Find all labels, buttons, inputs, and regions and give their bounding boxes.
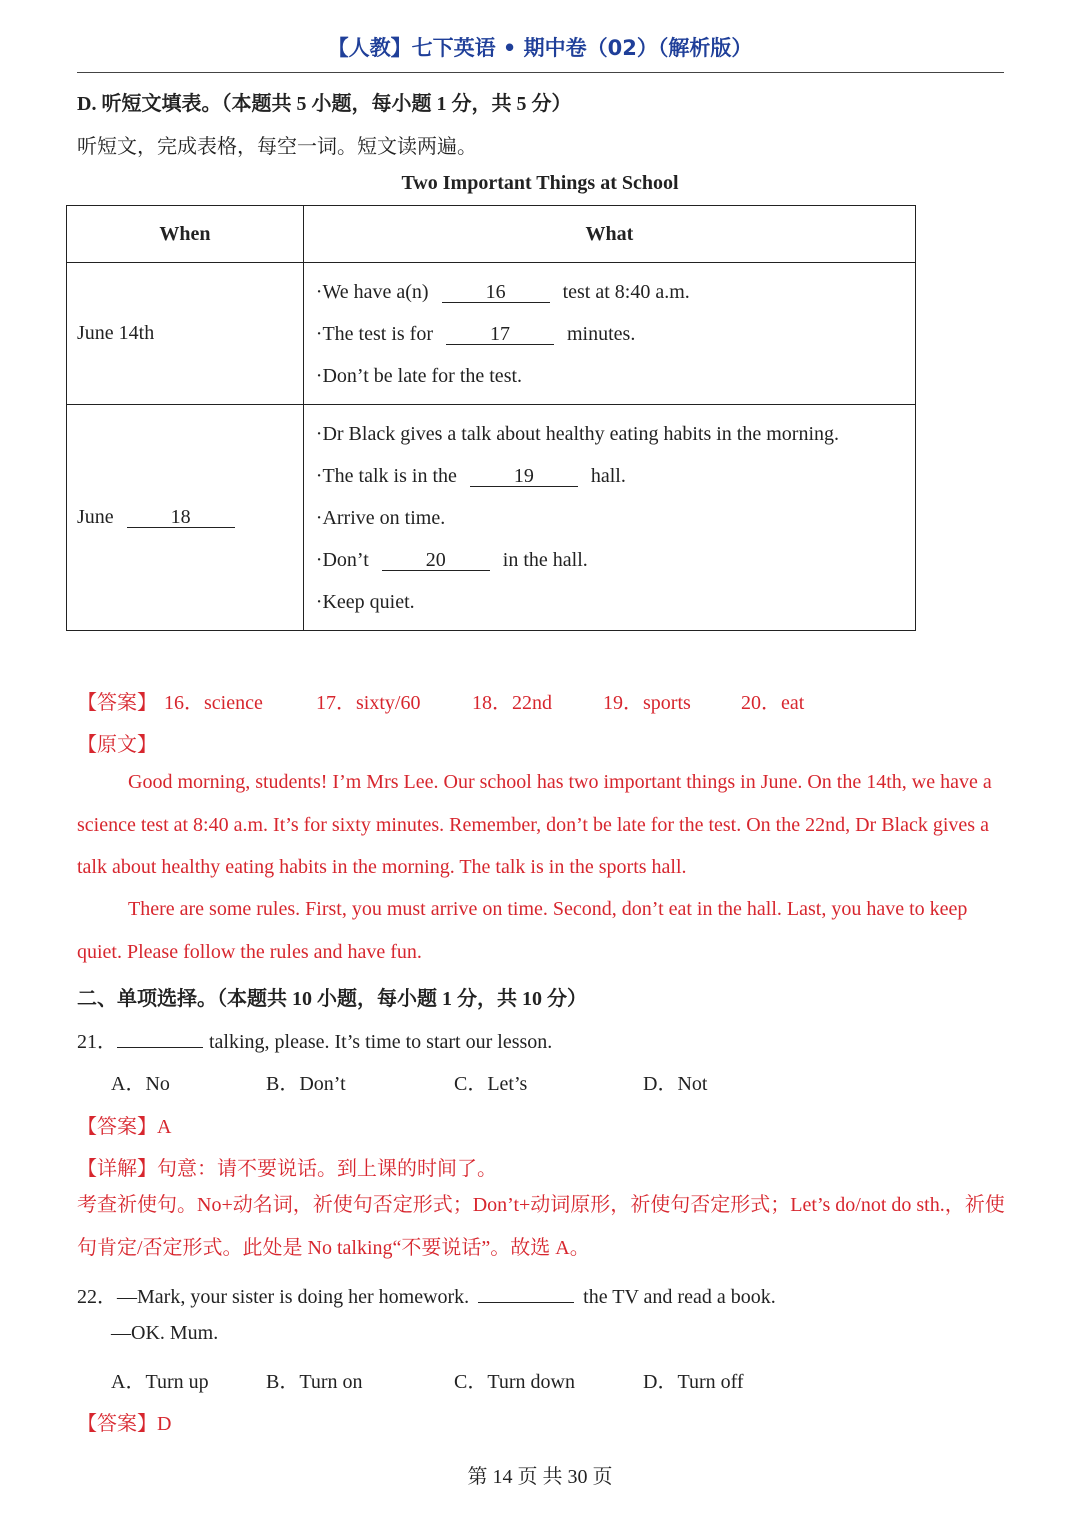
- question-22: [77, 1280, 776, 1309]
- answers-d-label: 【答案】: [77, 692, 157, 714]
- line-text: hall.: [590, 464, 626, 487]
- page-header-title: 【人教】七下英语 • 期中卷（02）（解析版）: [327, 36, 753, 60]
- blank-21[interactable]: [117, 1047, 203, 1048]
- answer-19: 19．sports: [603, 692, 691, 714]
- question-stem: —Mark, your sister is doing her homework.: [117, 1286, 470, 1308]
- line-text: ·The test is for: [315, 322, 433, 345]
- page-footer: 第 14 页 共 30 页: [467, 1466, 613, 1488]
- blank-20[interactable]: 20: [382, 550, 490, 571]
- q21-option-c[interactable]: C．Let’s: [454, 1073, 528, 1095]
- q21-analysis: 考查祈使句。No+动名词，祈使句否定形式；Don’t+动词原形，祈使句否定形式；Let’s do/not do sth.，祈使句肯定/否定形式。此处是 No talking“不要说话”。故选 A。: [77, 1194, 1005, 1259]
- q22-option-c[interactable]: C．Turn down: [454, 1371, 575, 1393]
- q22-option-a[interactable]: A．Turn up: [111, 1371, 209, 1393]
- answer-20: 20．eat: [741, 692, 805, 714]
- original-paragraph-1: Good morning, students! I’m Mrs Lee. Our school has two important things in June. On the 14th, we have a science test at 8:40 a.m. It’s for sixty minutes. Remember, don’t be late for the test. On the 22nd, Dr Black gives a talk about healthy eating habits in the morning. The talk is in the sports hall.: [77, 771, 992, 878]
- line-text: ·Don’t: [315, 548, 369, 571]
- q22-option-b[interactable]: B．Turn on: [266, 1371, 363, 1393]
- what-line: ·Keep quiet.: [315, 590, 415, 613]
- what-line: [304, 455, 915, 497]
- section-d-instruction: 听短文，完成表格，每空一词。短文读两遍。: [77, 136, 477, 158]
- section-2-heading: 二、单项选择。（本题共 10 小题，每小题 1 分，共 10 分）: [77, 988, 587, 1010]
- answer-18: 18．22nd: [472, 692, 552, 714]
- column-header-when: When: [67, 206, 304, 263]
- q21-detail: 【详解】句意：请不要说话。到上课的时间了。: [77, 1158, 497, 1180]
- what-line: [304, 313, 915, 355]
- line-text: test at 8:40 a.m.: [562, 280, 690, 303]
- q22-answer: 【答案】D: [77, 1413, 172, 1435]
- when-cell-row1: June 14th: [67, 263, 304, 405]
- what-line: ·Arrive on time.: [315, 506, 446, 529]
- question-number: 22．: [77, 1286, 117, 1308]
- q21-option-b[interactable]: B．Don’t: [266, 1073, 346, 1095]
- fill-in-table: [66, 205, 916, 631]
- header-divider: [77, 72, 1004, 73]
- question-stem: the TV and read a book.: [583, 1286, 776, 1308]
- blank-16[interactable]: 16: [442, 282, 550, 303]
- question-number: 21．: [77, 1031, 117, 1053]
- what-line: [304, 271, 915, 313]
- what-line: ·Don’t be late for the test.: [315, 364, 523, 387]
- original-paragraph-2: There are some rules. First, you must arrive on time. Second, don’t eat in the hall. Last, you have to keep quiet. Please follow the rules and have fun.: [77, 898, 968, 963]
- column-header-what: What: [303, 206, 915, 263]
- table-row: [67, 263, 916, 405]
- blank-18[interactable]: 18: [127, 507, 235, 528]
- line-text: ·The talk is in the: [315, 464, 457, 487]
- q21-answer: 【答案】A: [77, 1116, 172, 1138]
- what-line: ·Dr Black gives a talk about healthy eating habits in the morning.: [315, 422, 839, 445]
- line-text: ·We have a(n): [315, 280, 429, 303]
- what-cell-row2: [303, 405, 915, 631]
- blank-19[interactable]: 19: [470, 466, 578, 487]
- answer-17: 17．sixty/60: [316, 692, 421, 714]
- what-cell-row1: [303, 263, 915, 405]
- question-21: [77, 1025, 552, 1054]
- blank-17[interactable]: 17: [446, 324, 554, 345]
- q21-option-d[interactable]: D．Not: [643, 1073, 708, 1095]
- table-title: Two Important Things at School: [401, 172, 679, 194]
- original-text-label: 【原文】: [77, 734, 157, 756]
- when-cell-row2: [67, 405, 304, 631]
- q22-reply: —OK. Mum.: [111, 1322, 219, 1344]
- answer-16: 16．science: [164, 692, 263, 714]
- line-text: in the hall.: [502, 548, 588, 571]
- line-text: minutes.: [566, 322, 636, 345]
- table-row: [67, 405, 916, 631]
- section-d-heading: D. 听短文填表。（本题共 5 小题，每小题 1 分，共 5 分）: [77, 93, 572, 115]
- blank-22[interactable]: [478, 1302, 574, 1303]
- q22-option-d[interactable]: D．Turn off: [643, 1371, 744, 1393]
- when-text: June: [77, 506, 114, 528]
- what-line: [304, 539, 915, 581]
- q21-option-a[interactable]: A．No: [111, 1073, 170, 1095]
- question-stem: talking, please. It’s time to start our lesson.: [209, 1031, 553, 1053]
